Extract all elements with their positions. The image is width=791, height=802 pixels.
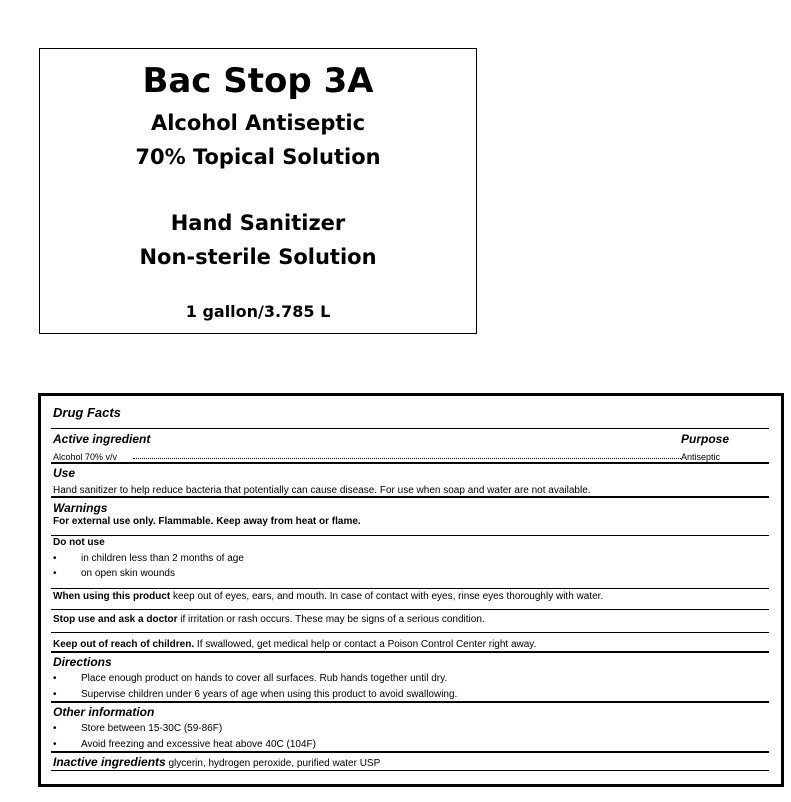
other-info-item-1: Store between 15-30C (59-86F) (81, 723, 223, 734)
when-using-lead: When using this product (53, 591, 171, 602)
directions-heading: Directions (53, 655, 112, 669)
inactive-ingredients-text: glycerin, hydrogen peroxide, purified water USP (165, 758, 381, 769)
keep-out-text: If swallowed, get medical help or contact a Poison Control Center right away. (194, 639, 537, 650)
stop-use-text: if irritation or rash occurs. These may be signs of a serious condition. (177, 614, 485, 625)
product-descriptor-1: Alcohol Antiseptic (150, 111, 366, 135)
bullet: • (53, 673, 57, 684)
product-descriptor-4: Non-sterile Solution (139, 245, 377, 269)
drug-facts-panel (38, 393, 784, 787)
divider (51, 701, 769, 703)
divider (51, 462, 769, 464)
directions-item-2: Supervise children under 6 years of age when using this product to avoid swallowing. (81, 689, 458, 700)
active-ingredient-heading: Active ingredient (53, 432, 151, 446)
keep-out-lead: Keep out of reach of children. (53, 639, 195, 650)
net-contents: 1 gallon/3.785 L (185, 302, 331, 321)
drug-facts-title: Drug Facts (53, 405, 121, 420)
divider (51, 751, 769, 753)
inactive-ingredients-heading: Inactive ingredients (53, 755, 166, 769)
divider (51, 609, 769, 610)
use-heading: Use (53, 466, 76, 480)
purpose-value: Antiseptic (681, 452, 721, 462)
warnings-text: For external use only. Flammable. Keep away from heat or flame. (53, 516, 361, 527)
divider (51, 428, 769, 429)
keep-out-line (53, 639, 536, 651)
bullet: • (53, 739, 57, 750)
when-using-line (53, 591, 603, 603)
principal-display-panel (39, 48, 477, 334)
active-ingredient-value: Alcohol 70% v/v (53, 452, 118, 462)
when-using-text: keep out of eyes, ears, and mouth. In case of contact with eyes, rinse eyes thoroughly with water. (170, 591, 604, 602)
product-descriptor-3: Hand Sanitizer (170, 211, 346, 235)
other-info-heading: Other information (53, 705, 155, 719)
do-not-use-item-1: in children less than 2 months of age (81, 553, 244, 564)
inactive-ingredients-line (53, 755, 380, 770)
do-not-use-heading: Do not use (53, 537, 105, 548)
other-info-item-2: Avoid freezing and excessive heat above 40C (104F) (81, 739, 316, 750)
warnings-heading: Warnings (53, 501, 108, 515)
do-not-use-item-2: on open skin wounds (81, 568, 175, 579)
bullet: • (53, 689, 57, 700)
directions-item-1: Place enough product on hands to cover all surfaces. Rub hands together until dry. (81, 673, 448, 684)
product-descriptor-2: 70% Topical Solution (135, 145, 381, 169)
divider (51, 770, 769, 771)
leader-dots (133, 458, 681, 459)
bullet: • (53, 568, 57, 579)
divider (51, 632, 769, 633)
divider (51, 588, 769, 589)
use-text: Hand sanitizer to help reduce bacteria that potentially can cause disease. For use when soap and water are not available. (53, 485, 591, 496)
bullet: • (53, 723, 57, 734)
stop-use-lead: Stop use and ask a doctor (53, 614, 178, 625)
bullet: • (53, 553, 57, 564)
product-name: Bac Stop 3A (142, 61, 374, 101)
divider (51, 535, 769, 536)
purpose-heading: Purpose (681, 432, 730, 446)
stop-use-line (53, 614, 485, 626)
divider (51, 651, 769, 653)
divider (51, 496, 769, 498)
